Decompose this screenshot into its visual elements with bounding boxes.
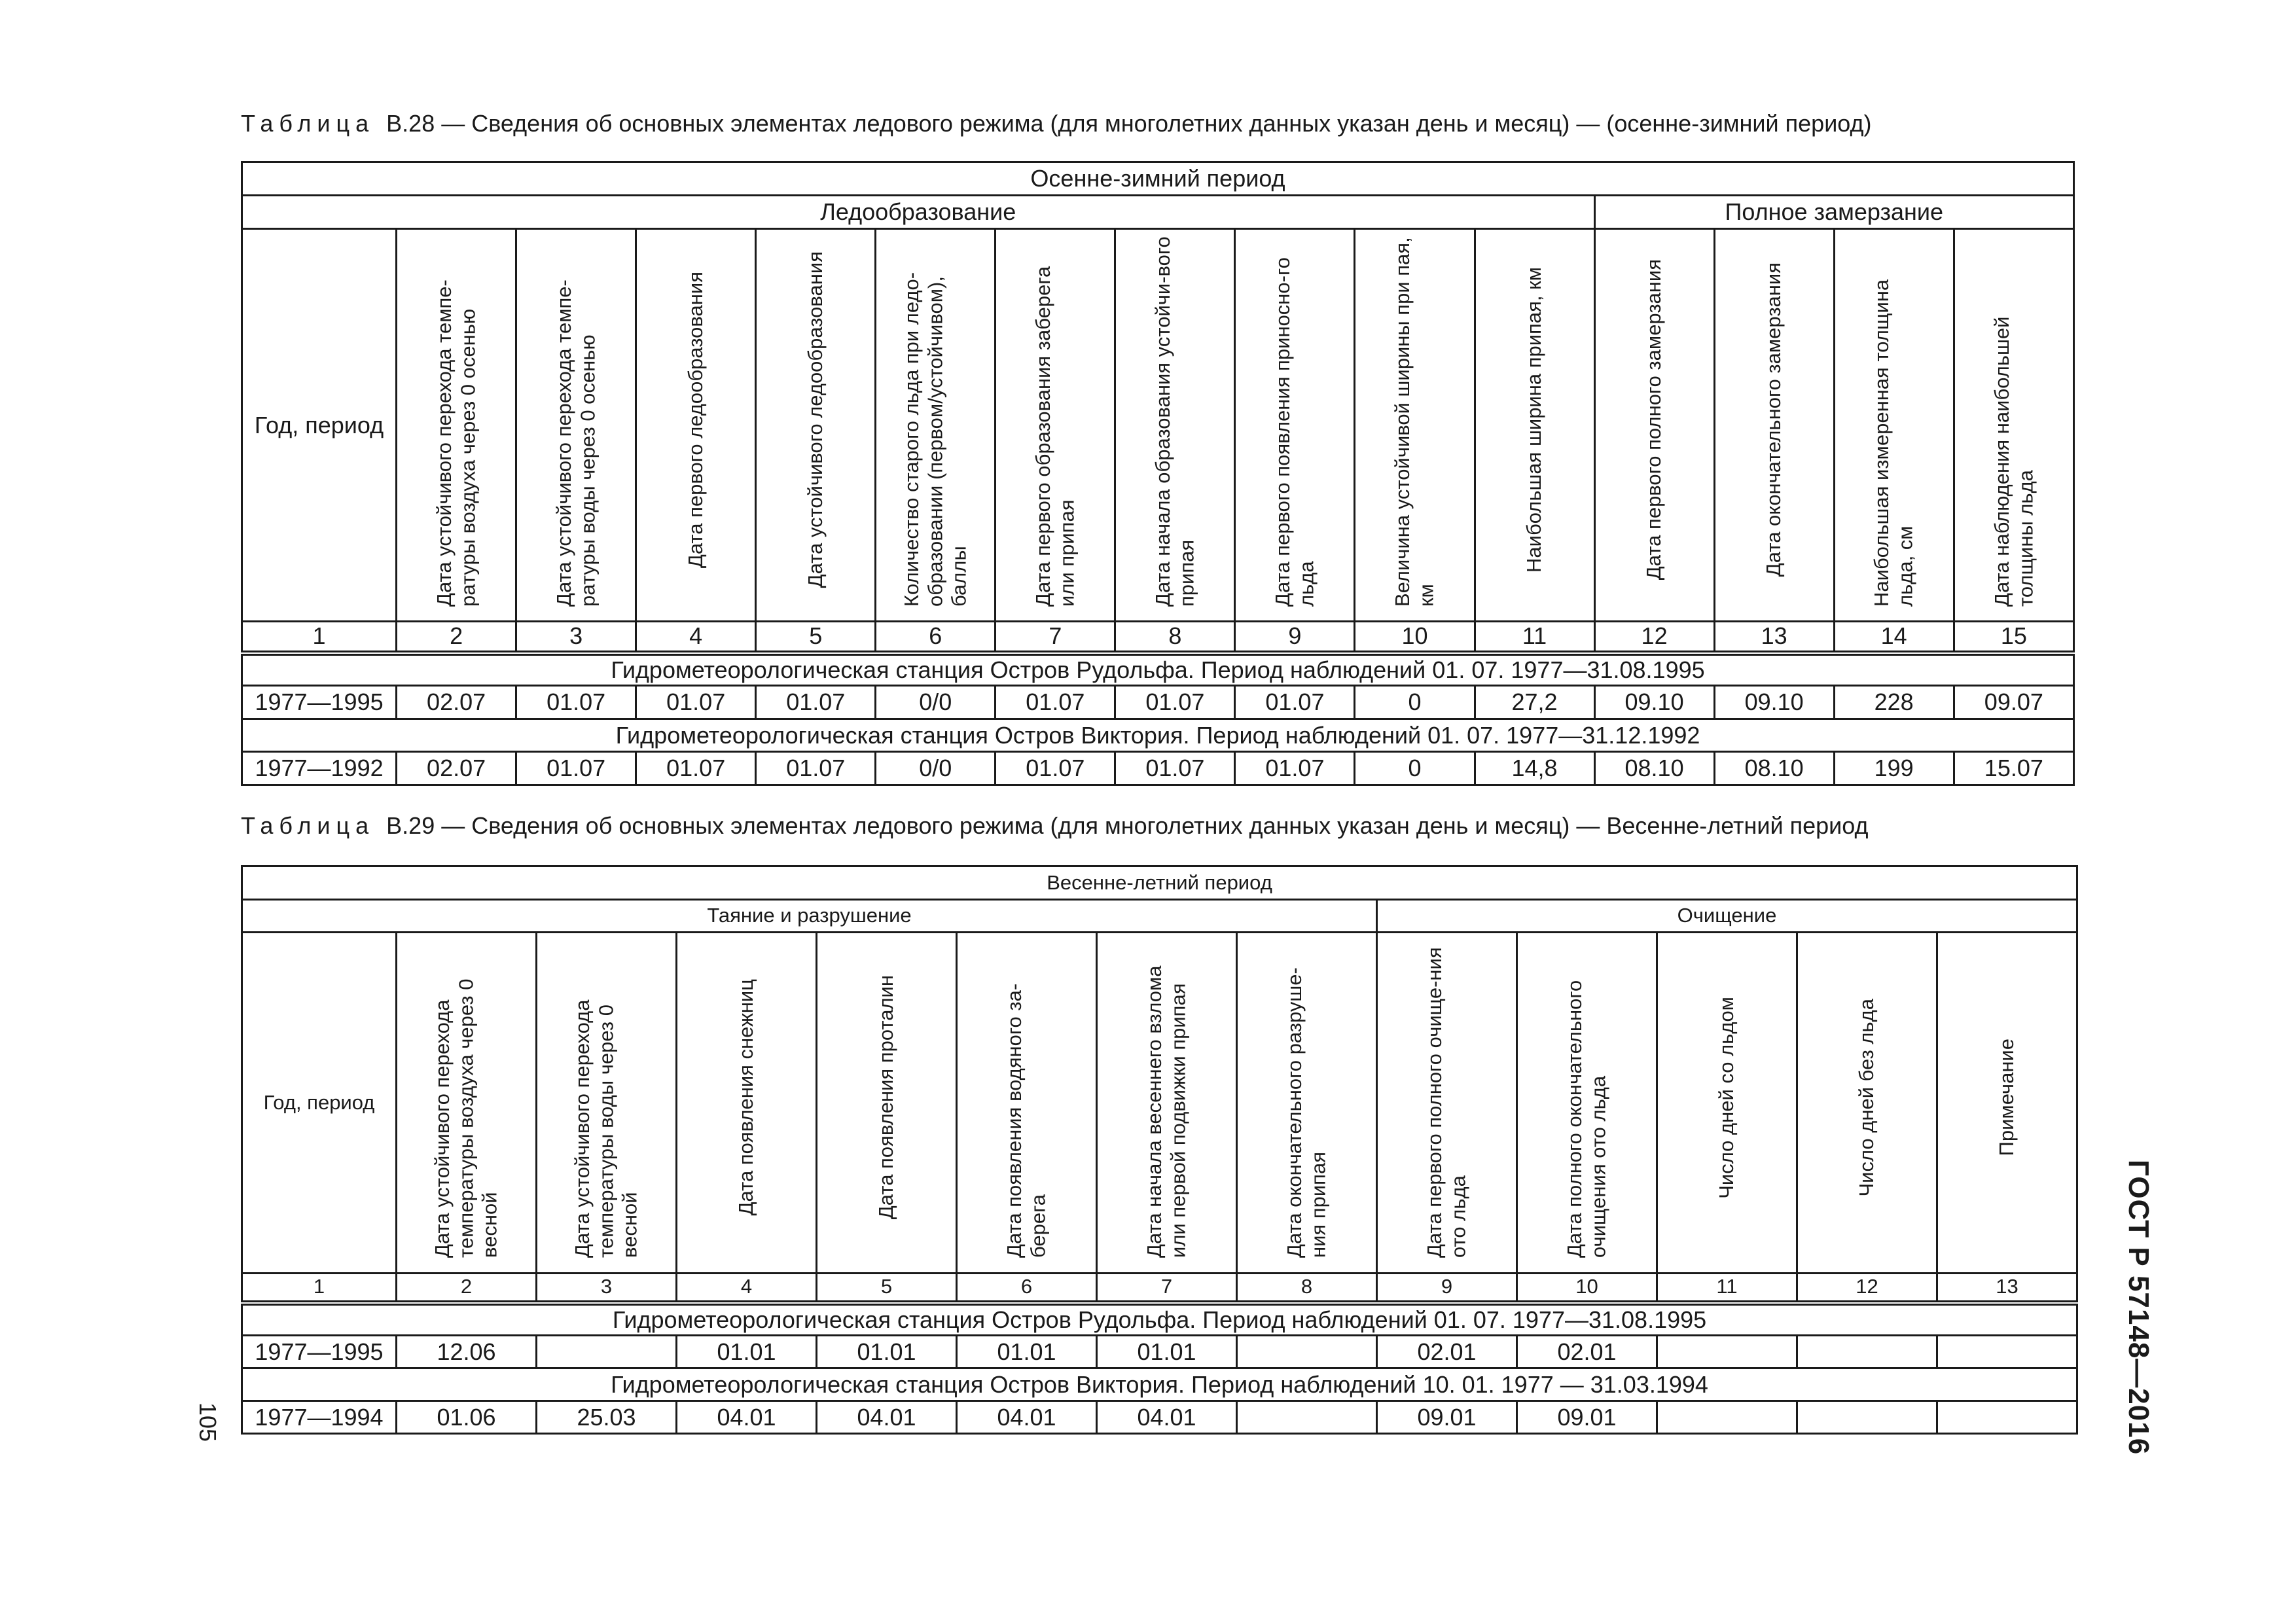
table-cell: 04.01 bbox=[1097, 1401, 1237, 1434]
column-number-row bbox=[242, 622, 2074, 653]
column-number: 6 bbox=[957, 1274, 1097, 1303]
table-cell: 27,2 bbox=[1475, 686, 1594, 719]
column-header: Дата начала весеннего взлома или первой подвижки припая bbox=[1097, 933, 1237, 1274]
column-number: 4 bbox=[636, 622, 756, 653]
period-header: Весенне-летний период bbox=[242, 866, 2077, 900]
column-number: 4 bbox=[677, 1274, 817, 1303]
column-number: 6 bbox=[876, 622, 996, 653]
table-cell: 02.07 bbox=[397, 686, 516, 719]
column-header: Величина устойчивой ширины при пая, км bbox=[1355, 229, 1475, 622]
table-cell: 08.10 bbox=[1714, 752, 1834, 785]
table-cell: 15.07 bbox=[1954, 752, 2073, 785]
column-number: 10 bbox=[1355, 622, 1475, 653]
column-header: Дата устойчивого перехода температуры воздуха через 0 весной bbox=[397, 933, 537, 1274]
table-cell bbox=[1237, 1401, 1377, 1434]
column-header: Дата первого полного замерзания bbox=[1594, 229, 1714, 622]
column-number: 2 bbox=[397, 1274, 537, 1303]
table-cell: 1977—1992 bbox=[242, 752, 397, 785]
column-number: 13 bbox=[1937, 1274, 2077, 1303]
table-cell: 01.01 bbox=[1097, 1336, 1237, 1368]
column-number: 8 bbox=[1237, 1274, 1377, 1303]
caption-text: В.29 — Сведения об основных элементах ледового режима (для многолетних данных указан день и месяц) — Весенне-летний период bbox=[386, 812, 1869, 839]
group-header: Ледообразование bbox=[242, 196, 1595, 229]
table-caption bbox=[241, 110, 1872, 137]
column-header: Дата устойчивого перехода темпе-ратуры воды через 0 осенью bbox=[516, 229, 636, 622]
ice-regime-autumn-table bbox=[241, 161, 2075, 786]
table-cell: 01.07 bbox=[996, 752, 1115, 785]
table-caption bbox=[241, 812, 1869, 840]
table-cell bbox=[1937, 1401, 2077, 1434]
column-header: Число дней со льдом bbox=[1657, 933, 1797, 1274]
station-row: Гидрометеорологическая станция Остров Виктория. Период наблюдений 01. 07. 1977—31.12.1992 bbox=[242, 719, 2074, 752]
table-cell: 1977—1995 bbox=[242, 686, 397, 719]
table-cell: 02.07 bbox=[397, 752, 516, 785]
table-cell bbox=[1237, 1336, 1377, 1368]
period-header: Осенне-зимний период bbox=[242, 162, 2074, 196]
table-cell bbox=[1797, 1401, 1937, 1434]
table-cell: 04.01 bbox=[677, 1401, 817, 1434]
column-number: 7 bbox=[996, 622, 1115, 653]
table-cell: 199 bbox=[1834, 752, 1954, 785]
table-cell: 01.01 bbox=[957, 1336, 1097, 1368]
column-number: 8 bbox=[1115, 622, 1235, 653]
column-number: 1 bbox=[242, 622, 397, 653]
table-cell: 01.06 bbox=[397, 1401, 537, 1434]
table-row bbox=[242, 752, 2074, 785]
column-header: Год, период bbox=[242, 229, 397, 622]
caption-label: Таблица bbox=[241, 110, 375, 137]
table-cell: 01.01 bbox=[677, 1336, 817, 1368]
column-header: Год, период bbox=[242, 933, 397, 1274]
column-header: Дата наблюдения наибольшей толщины льда bbox=[1954, 229, 2073, 622]
table-cell bbox=[537, 1336, 677, 1368]
table-cell: 0 bbox=[1355, 686, 1475, 719]
column-header: Дата начала образования устойчи-вого припая bbox=[1115, 229, 1235, 622]
station-row: Гидрометеорологическая станция Остров Виктория. Период наблюдений 10. 01. 1977 — 31.03.1994 bbox=[242, 1368, 2077, 1401]
table-row bbox=[242, 1336, 2077, 1368]
column-header: Наибольшая измеренная толщина льда, см bbox=[1834, 229, 1954, 622]
column-header: Дата первого полного очище-ния ото льда bbox=[1377, 933, 1517, 1274]
table-cell: 25.03 bbox=[537, 1401, 677, 1434]
table-cell: 0/0 bbox=[876, 752, 996, 785]
table-cell: 01.07 bbox=[516, 686, 636, 719]
group-header: Полное замерзание bbox=[1594, 196, 2073, 229]
table-cell: 09.01 bbox=[1377, 1401, 1517, 1434]
table-cell bbox=[1657, 1336, 1797, 1368]
table-cell: 0/0 bbox=[876, 686, 996, 719]
column-number: 3 bbox=[516, 622, 636, 653]
table-cell: 1977—1995 bbox=[242, 1336, 397, 1368]
column-header: Примечание bbox=[1937, 933, 2077, 1274]
table-cell: 09.10 bbox=[1594, 686, 1714, 719]
table-cell bbox=[1657, 1401, 1797, 1434]
column-header: Дата первого появления приносно-го льда bbox=[1235, 229, 1355, 622]
table-cell: 1977—1994 bbox=[242, 1401, 397, 1434]
station-row: Гидрометеорологическая станция Остров Рудольфа. Период наблюдений 01. 07. 1977—31.08.1995 bbox=[242, 1303, 2077, 1336]
column-number: 15 bbox=[1954, 622, 2073, 653]
table-cell: 01.07 bbox=[636, 752, 756, 785]
column-header: Дата появления водяного за-берега bbox=[957, 933, 1097, 1274]
page-number: 105 bbox=[194, 1402, 221, 1442]
group-header: Очищение bbox=[1377, 900, 2077, 933]
column-number: 5 bbox=[817, 1274, 957, 1303]
table-cell: 01.07 bbox=[1235, 752, 1355, 785]
table-row bbox=[242, 686, 2074, 719]
table-cell: 228 bbox=[1834, 686, 1954, 719]
caption-text: В.28 — Сведения об основных элементах ледового режима (для многолетних данных указан день и месяц) — (осенне-зимний период) bbox=[386, 110, 1872, 137]
column-number: 2 bbox=[397, 622, 516, 653]
column-number: 12 bbox=[1594, 622, 1714, 653]
table-cell bbox=[1797, 1336, 1937, 1368]
column-header: Дата окончательного замерзания bbox=[1714, 229, 1834, 622]
column-header: Количество старого льда при ледо-образовании (первом/устойчивом), баллы bbox=[876, 229, 996, 622]
table-cell: 01.07 bbox=[756, 752, 876, 785]
column-number: 13 bbox=[1714, 622, 1834, 653]
column-header: Дата окончательного разруше-ния припая bbox=[1237, 933, 1377, 1274]
group-header: Таяние и разрушение bbox=[242, 900, 1377, 933]
column-number: 10 bbox=[1517, 1274, 1657, 1303]
table-cell: 04.01 bbox=[957, 1401, 1097, 1434]
column-header: Число дней без льда bbox=[1797, 933, 1937, 1274]
column-header: Дата устойчивого перехода температуры воды через 0 весной bbox=[537, 933, 677, 1274]
table-cell: 01.07 bbox=[516, 752, 636, 785]
column-number: 1 bbox=[242, 1274, 397, 1303]
column-header: Дата устойчивого ледообразования bbox=[756, 229, 876, 622]
table-cell: 08.10 bbox=[1594, 752, 1714, 785]
column-number: 3 bbox=[537, 1274, 677, 1303]
column-header: Дата первого образования заберега или припая bbox=[996, 229, 1115, 622]
table-cell: 04.01 bbox=[817, 1401, 957, 1434]
table-cell bbox=[1937, 1336, 2077, 1368]
column-header: Дата полного окончательного очищения ото льда bbox=[1517, 933, 1657, 1274]
column-header: Наибольшая ширина припая, км bbox=[1475, 229, 1594, 622]
column-number: 9 bbox=[1377, 1274, 1517, 1303]
table-cell: 01.07 bbox=[1115, 686, 1235, 719]
column-header: Дата первого ледообразования bbox=[636, 229, 756, 622]
table-cell: 01.01 bbox=[817, 1336, 957, 1368]
column-number: 12 bbox=[1797, 1274, 1937, 1303]
table-cell: 01.07 bbox=[1235, 686, 1355, 719]
table-cell: 12.06 bbox=[397, 1336, 537, 1368]
ice-regime-spring-table bbox=[241, 865, 2078, 1435]
table-cell: 0 bbox=[1355, 752, 1475, 785]
table-cell: 02.01 bbox=[1377, 1336, 1517, 1368]
column-header: Дата устойчивого перехода темпе-ратуры воздуха через 0 осенью bbox=[397, 229, 516, 622]
column-header: Дата появления снежниц bbox=[677, 933, 817, 1274]
standard-code: ГОСТ Р 57148—2016 bbox=[2123, 1160, 2155, 1455]
table-cell: 01.07 bbox=[996, 686, 1115, 719]
table-cell: 01.07 bbox=[636, 686, 756, 719]
column-number: 11 bbox=[1475, 622, 1594, 653]
table-cell: 14,8 bbox=[1475, 752, 1594, 785]
table-cell: 09.01 bbox=[1517, 1401, 1657, 1434]
station-row: Гидрометеорологическая станция Остров Рудольфа. Период наблюдений 01. 07. 1977—31.08.1995 bbox=[242, 653, 2074, 686]
caption-label: Таблица bbox=[241, 812, 375, 839]
column-number: 5 bbox=[756, 622, 876, 653]
table-cell: 02.01 bbox=[1517, 1336, 1657, 1368]
column-number: 11 bbox=[1657, 1274, 1797, 1303]
column-number-row bbox=[242, 1274, 2077, 1303]
table-cell: 09.07 bbox=[1954, 686, 2073, 719]
table-cell: 01.07 bbox=[1115, 752, 1235, 785]
table-row bbox=[242, 1401, 2077, 1434]
column-header: Дата появления проталин bbox=[817, 933, 957, 1274]
column-number: 7 bbox=[1097, 1274, 1237, 1303]
table-cell: 09.10 bbox=[1714, 686, 1834, 719]
table-cell: 01.07 bbox=[756, 686, 876, 719]
column-number: 14 bbox=[1834, 622, 1954, 653]
column-number: 9 bbox=[1235, 622, 1355, 653]
